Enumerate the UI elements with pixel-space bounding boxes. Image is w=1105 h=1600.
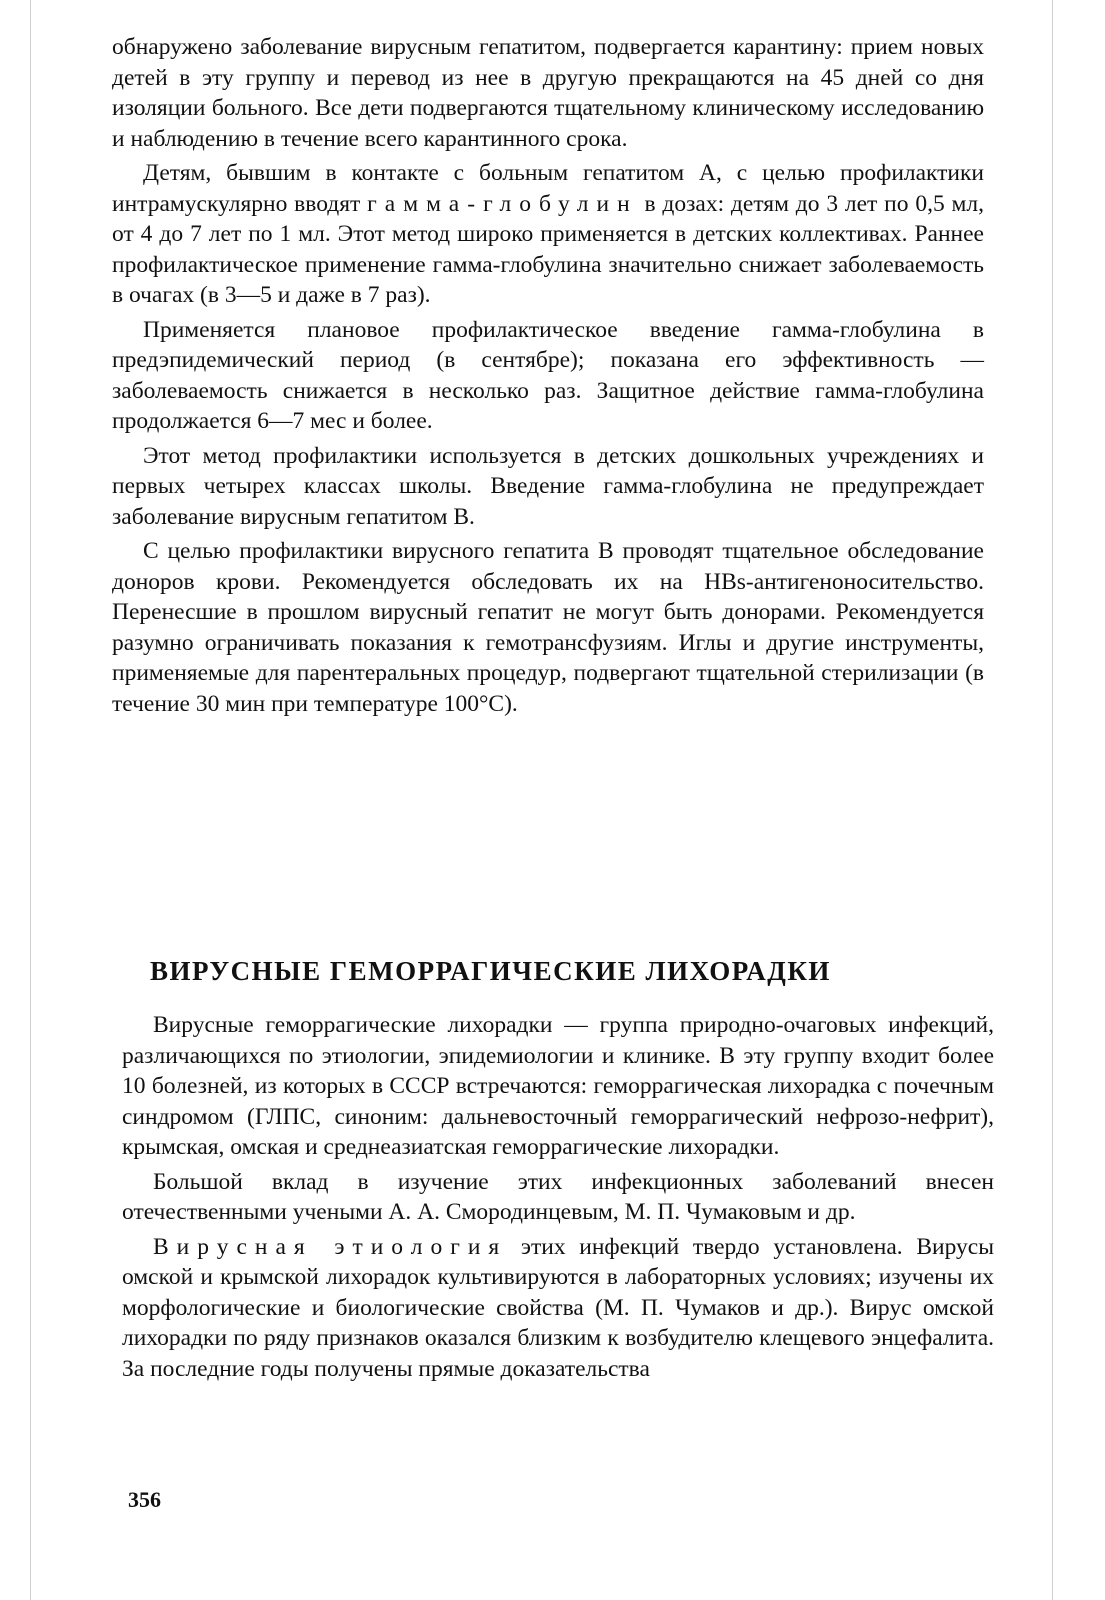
spaced-term-gamma-globulin: гамма-глобулин	[367, 190, 638, 217]
paragraph-contribution: Большой вклад в изучение этих инфекционных заболеваний внесен отечественными учеными А. А. Смородинцевым, М. П. Чумаковым и др.	[122, 1168, 994, 1225]
paragraph-planned-prophylaxis: Применяется плановое профилактическое введение гамма-глобулина в предэпидемический период (в сентябре); показана его эффективность — заболеваемость снижается в несколько раз. Защитное действие гамма-глобулина продолжается 6—7 мес и более.	[112, 316, 984, 434]
paragraph-method-usage: Этот метод профилактики используется в детских дошкольных учреждениях и первых четырех классах школы. Введение гамма-глобулина не предупреждает заболевание вирусным гепатитом В.	[112, 442, 984, 530]
paragraph-fever-definition: Вирусные геморрагические лихорадки — группа природно-очаговых инфекций, различающихся по этиологии, эпидемиологии и клинике. В эту группу входит более 10 болезней, из которых в СССР встречаются: геморрагическая лихорадка с почечным синдромом (ГЛПС, синоним: дальневосточный геморрагический нефрозо-нефрит), крымская, омская и среднеазиатская геморрагические лихорадки.	[122, 1012, 994, 1160]
paragraph-text-after: в дозах: детям до 3 лет по 0,5 мл, от 4 до 7 лет по 1 мл. Этот метод широко применяется в детских коллективах. Раннее профилактическое применение гамма-глобулина значительно снижает заболеваемость в очагах (в 3—5 и даже в 7 раз).	[112, 190, 984, 308]
paragraph-viral-etiology	[122, 1232, 994, 1385]
paragraph-gamma-globulin-contacts	[112, 158, 984, 311]
top-text-section	[112, 32, 984, 719]
page-number: 356	[128, 1487, 161, 1512]
paragraph-hepatitis-b-prevention: С целью профилактики вирусного гепатита В проводят тщательное обследование доноров крови. Рекомендуется обследовать их на HBs-антигеноносительство. Перенесшие в прошлом вирусный гепатит не могут быть донорами. Рекомендуется разумно ограничивать показания к гемотрансфузиям. Иглы и другие инструменты, применяемые для парентеральных процедур, подвергают тщательной стерилизации (в течение 30 мин при температуре 100°С).	[112, 538, 984, 717]
bottom-text-section	[122, 1010, 994, 1384]
spaced-term-viral-etiology: Вирусная этиология	[153, 1233, 508, 1260]
paragraph-quarantine: обнаружено заболевание вирусным гепатитом, подвергается карантину: прием новых детей в эту группу и перевод из нее в другую прекращаются на 45 дней со дня изоляции больного. Все дети подвергаются тщательному клиническому исследованию и наблюдению в течение всего карантинного срока.	[112, 34, 984, 152]
paragraph-text-before: Детям, бывшим в контакте с больным гепатитом А, с целью профилактики интрамускулярно вводят	[112, 160, 984, 217]
section-heading: ВИРУСНЫЕ ГЕМОРРАГИЧЕСКИЕ ЛИХОРАДКИ	[150, 956, 831, 986]
paragraph-text-after: этих инфекций твердо установлена. Вирусы омской и крымской лихорадок культивируются в лабораторных условиях; изучены их морфологические и биологические свойства (М. П. Чумаков и др.). Вирус омской лихорадки по ряду признаков оказался близким к возбудителю клещевого энцефалита. За последние годы получены прямые доказательства	[122, 1233, 995, 1382]
